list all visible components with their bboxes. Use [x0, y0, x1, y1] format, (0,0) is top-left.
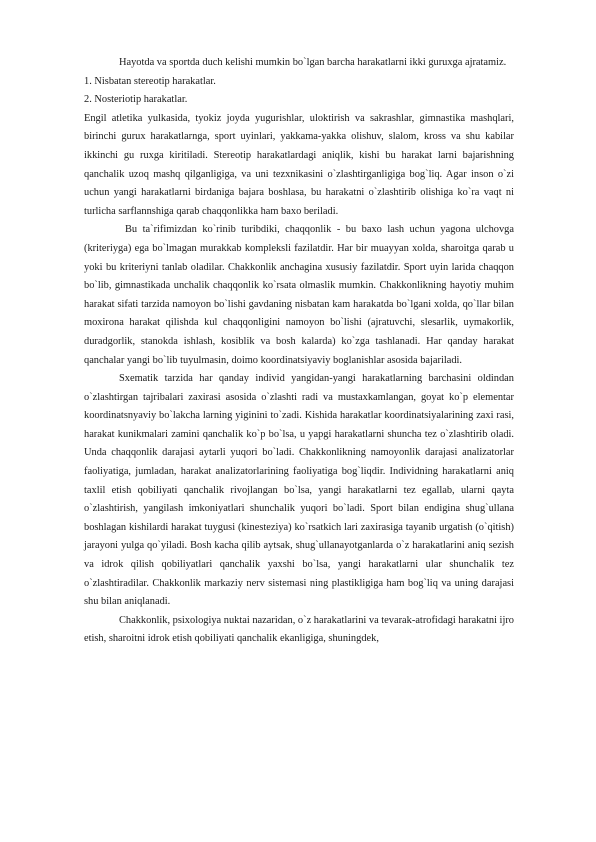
- paragraph: Sxematik tarzida har qanday individ yangidan-yangi harakatlarning barchasini oldindan o`zlashtirgan tajribalari zaxirasi asosida o`zlashti radi va mustaxkamlangan, goyat ko`p elementar koordinatsnyaviy bo`lakcha larning yiginini to`zadi. Kishida harakatlar koordinatsiyalarining zaxi rasi, harakat kunikmalari zamini qanchalik ko`p bo`lsa, u yapgi harakatlarni shuncha tez o`zlashtirib oladi. Unda chaqqonlik darajasi aytarli yuqori bo`ladi. Chakkonlikning namoyonlik darajasi analizatorlar faoliyatiga, jumladan, harakat analizatorlarining faoliyatiga bog`liqdir. Individning harakatlarni aniq taxlil etish qobiliyati qanchalik rivojlangan bo`lsa, yangi harakatlarni tez egallab, ularni qayta o`zlashtirish, yangilash imkoniyatlari shunchalik yuqori bo`ladi. Sport bilan endigina shug`ullana boshlagan kishilardi harakat tuygusi (kinesteziya) ko`rsatkich lari zaxirasiga tayanib urgatish (o`qitish) jarayoni yulga qo`yiladi. Bosh kacha qilib aytsak, shug`ullanayotganlarda o`z harakatlarini aniq sezish va idrok qilish qobiliyatlari qanchalik yaxshi bo`lsa, yangi harakatlarni ular shunchalik tez o`zlashtiradilar. Chakkonlik markaziy nerv sistemasi ning plastikligiga ham bog`liq va uning darajasi shu bilan aniqlanadi.: [84, 373, 514, 608]
- paragraph: Engil atletika yulkasida, tyokiz joyda yugurishlar, uloktirish va sakrashlar, gimnastika mashqlari, birinchi gurux harakatlarnga, sport uyinlari, yakkama-yakka olishuv, slalom, kross va shu kabilar ikkinchi gu ruxga kiritiladi. Stereotip harakatlardagi aniqlik, kishi bu harakat larni bajarishning qanchalik uzoq mashq qilganligiga, va uni tezxnikasini o`zlashtirganligiga bog`liq. Agar inson o`zi uchun yangi harakatlarni birdaniga bajara boshlasa, bu harakatni o`zlashtirib olishiga ko`ra vaqt ni turlicha sarflannshiga qarab chaqqonlikka ham baxo beriladi.: [84, 112, 514, 217]
- paragraph: Bu ta`rifimizdan ko`rinib turibdiki, chaqqonlik - bu baxo lash uchun yagona ulchovga (kriteriyga) ega bo`lmagan murakkab kompleksli fazilatdir. Har bir muayyan xolda, sharoitga qarab u yoki bu kriteriyni tanlab oladilar. Chakkonlik anchagina xususiy fazilatdir. Sport uyin larida chaqqon bo`lib, gimnastikada unchalik chaqqonlik ko`rsata olmaslik mumkin. Chakkonlikning hayotiy muhim harakat sifati tarzida namoyon bo`lishi gavdaning nisbatan kam harakatda bo`lgani xolda, qo`llar bilan moxirona harakat qilishda kul chaqqonligini namoyon bo`lishi (ajratuvchi, slesarlik, uymakorlik, duradgorlik, stanokda ishlash, kosiblik va bosh kalarda) ko`zga tashlanadi. Har qanday harakat qanchalar yangi bo`lib tuyulmasin, doimo koordinatsiyaviy boglanishlar asosida bajariladi.: [84, 224, 514, 366]
- paragraph: Chakkonlik, psixologiya nuktai nazaridan, o`z harakatlarini va tevarak-atrofidagi harakatni ijro etish, sharoitni idrok etish qobiliyati qanchalik ekanligiga, shuningdek,: [84, 614, 514, 645]
- list-item: 1. Nisbatan stereotip harakatlar.: [84, 75, 216, 87]
- paragraph: Hayotda va sportda duch kelishi mumkin bo`lgan barcha harakatlarni ikki guruxga ajratamiz.: [119, 57, 507, 68]
- list-item: 2. Nosteriotip harakatlar.: [84, 94, 188, 106]
- document-page: [84, 54, 514, 649]
